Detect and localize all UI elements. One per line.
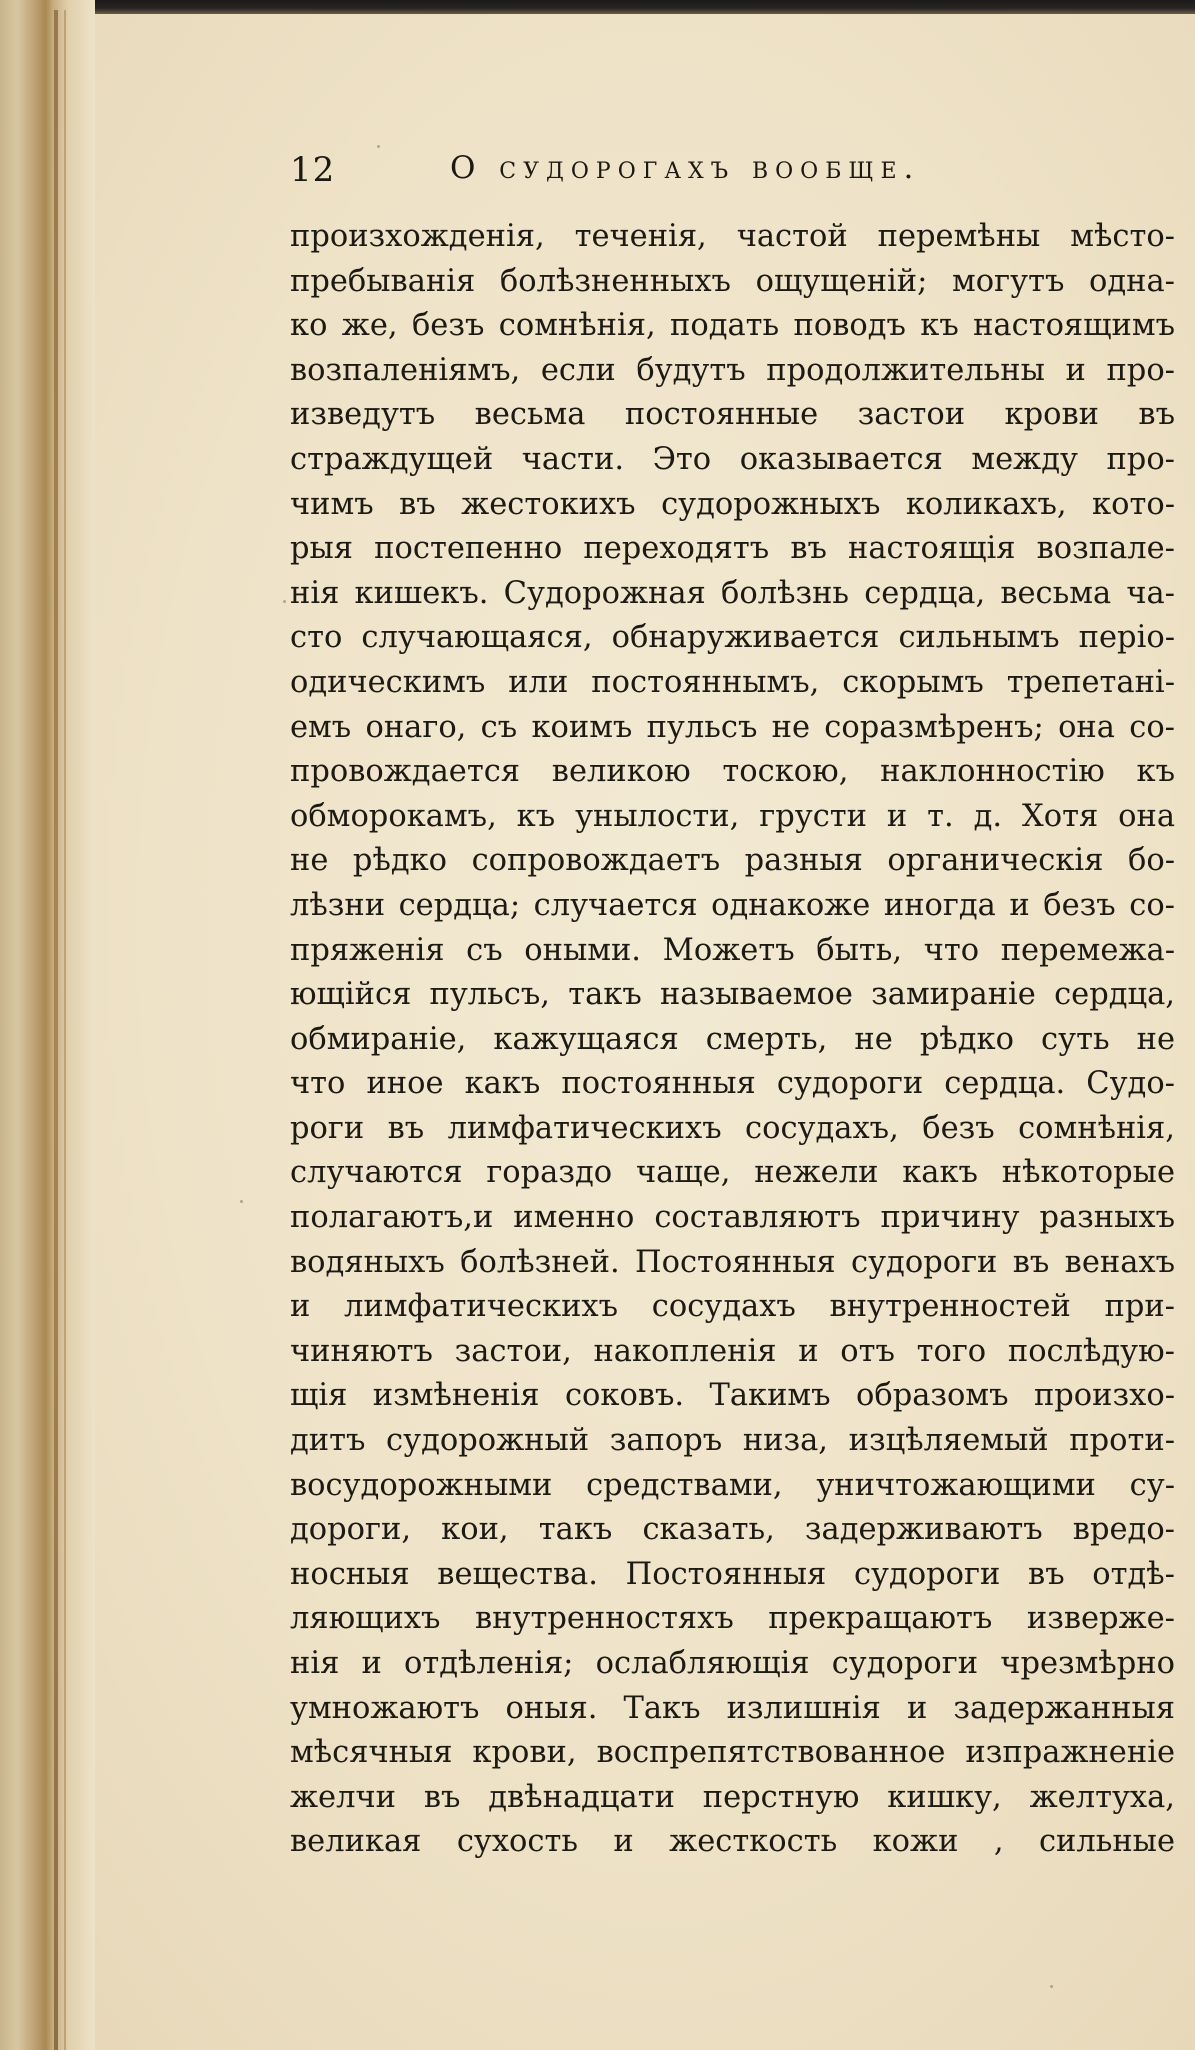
text-line: провождается великою тоскою, наклонностію къ [290, 754, 1175, 790]
paper-speck [377, 145, 380, 148]
text-line: ющійся пульсъ, такъ называемое замираніе сердца, [290, 977, 1175, 1013]
text-line: дитъ судорожный запоръ низа, изцѣляемый проти- [290, 1423, 1175, 1459]
text-line: дороги, кои, такъ сказать, задерживаютъ вредо- [290, 1512, 1175, 1548]
text-line: полагаютъ,и именно составляютъ причину разныхъ [290, 1200, 1175, 1236]
binding-edge-line-inner [64, 10, 66, 2050]
paper-speck [240, 1200, 243, 1203]
page-number: 12 [290, 150, 336, 190]
text-line: сто случающаяся, обнаруживается сильнымъ періо- [290, 620, 1175, 656]
text-line: мѣсячныя крови, воспрепятствованное изпражненіе [290, 1735, 1175, 1771]
text-line: пряженія съ оными. Можетъ быть, что перемежа- [290, 932, 1175, 968]
text-line: нія и отдѣленія; ослабляющія судороги чрезмѣрно [290, 1646, 1175, 1681]
text-line: роги въ лимфатическихъ сосудахъ, безъ сомнѣнія, [290, 1110, 1175, 1146]
text-line: чиняютъ застои, накопленія и отъ того послѣдую- [290, 1333, 1175, 1369]
paper-speck [1050, 1985, 1053, 1988]
text-line: страждущей части. Это оказывается между про- [290, 441, 1175, 477]
text-line: ко же, безъ сомнѣнія, подать поводъ къ настоящимъ [290, 308, 1175, 344]
text-line: желчи въ двѣнадцати перстную кишку, желтуха, [290, 1779, 1175, 1815]
text-line: умножаютъ оныя. Такъ излишнія и задержанныя [290, 1690, 1175, 1726]
text-line: ляющихъ внутренностяхъ прекращаютъ изверже- [290, 1601, 1175, 1637]
text-line: изведутъ весьма постоянные застои крови въ [290, 397, 1175, 433]
text-line: восудорожными средствами, уничтожающими су- [290, 1467, 1175, 1503]
text-line: великая сухость и жесткость кожи , сильные [290, 1824, 1175, 1860]
paper-speck [283, 600, 286, 603]
text-line: чимъ въ жестокихъ судорожныхъ коликахъ, кото- [290, 486, 1175, 522]
text-line: водяныхъ болѣзней. Постоянныя судороги въ венахъ [290, 1244, 1175, 1280]
text-line: емъ онаго, съ коимъ пульсъ не соразмѣренъ; она со- [290, 709, 1175, 745]
text-line: что иное какъ постоянныя судороги сердца. Судо- [290, 1066, 1175, 1102]
text-line: щія измѣненія соковъ. Такимъ образомъ произхо- [290, 1378, 1175, 1414]
text-line: обмираніе, кажущаяся смерть, не рѣдко суть не [290, 1021, 1175, 1057]
text-line: обморокамъ, къ унылости, грусти и т. д. Хотя она [290, 798, 1175, 834]
binding-edge-line [54, 10, 58, 2050]
page-header [290, 150, 1170, 200]
text-line: пребыванія болѣзненныхъ ощущеній; могутъ одна- [290, 263, 1175, 299]
text-line: не рѣдко сопровождаетъ разныя органическія бо- [290, 843, 1175, 879]
text-line: случаются гораздо чаще, нежели какъ нѣкоторые [290, 1155, 1175, 1191]
text-line: нія кишекъ. Судорожная болѣзнь сердца, весьма ча- [290, 575, 1175, 611]
running-head: О судорогахъ вообще. [450, 150, 921, 186]
text-line: возпаленіямъ, если будутъ продолжительны и про- [290, 352, 1175, 388]
text-line: лѣзни сердца; случается однакоже иногда и безъ со- [290, 887, 1175, 923]
text-line: произхожденія, теченія, частой перемѣны мѣсто- [290, 219, 1175, 254]
body-text [290, 215, 1175, 1865]
text-line: носныя вещества. Постоянныя судороги въ отдѣ- [290, 1556, 1175, 1592]
text-line: и лимфатическихъ сосудахъ внутренностей при- [290, 1289, 1175, 1325]
binding-gutter [0, 0, 95, 2050]
text-line: рыя постепенно переходятъ въ настоящія возпале- [290, 531, 1175, 567]
text-line: одическимъ или постояннымъ, скорымъ трепетані- [290, 664, 1175, 700]
scan-top-edge [0, 0, 1195, 14]
